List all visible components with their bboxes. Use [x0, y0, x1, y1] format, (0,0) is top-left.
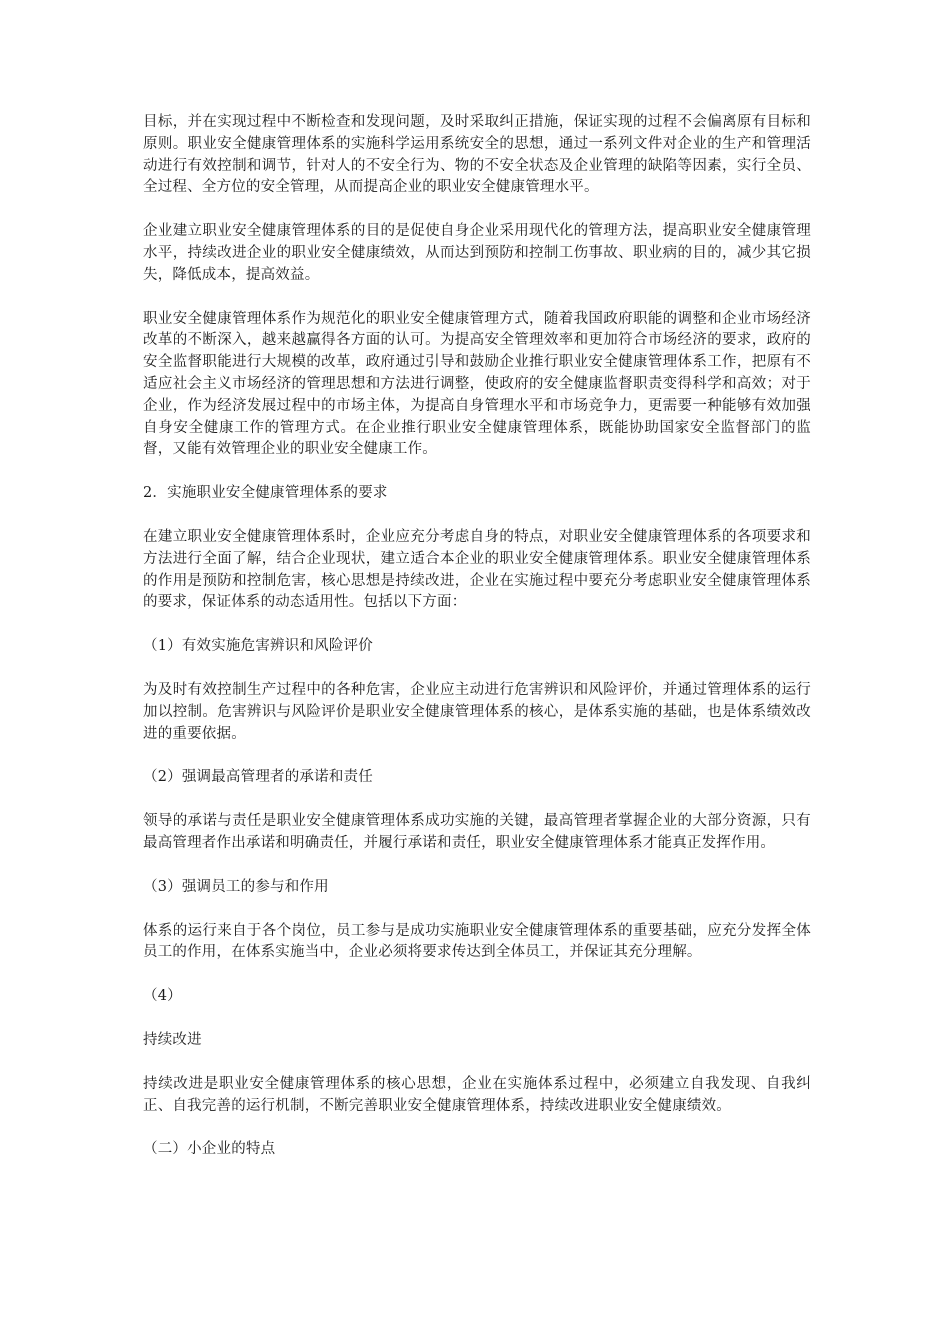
- section-heading-small-enterprise: （二）小企业的特点: [143, 1141, 276, 1158]
- paragraph-1: 目标，并在实现过程中不断检查和发现问题，及时采取纠正措施，保证实现的过程不会偏离原有目标和原则。职业安全健康管理体系的实施科学运用系统安全的思想，通过一系列文件对企业的生产和管理活动进行有效控制和调节，针对人的不安全行为、物的不安全状态及企业管理的缺陷等因素，实行全员、全过程、全方位的安全管理，从而提高企业的职业安全健康管理水平。: [143, 114, 811, 196]
- paragraph-2: 企业建立职业安全健康管理体系的目的是促使自身企业采用现代化的管理方法，提高职业安全健康管理水平，持续改进企业的职业安全健康绩效，从而达到预防和控制工伤事故、职业病的目的，减少其它损失，降低成本，提高效益。: [143, 223, 811, 283]
- paragraph-8: 持续改进是职业安全健康管理体系的核心思想，企业在实施体系过程中，必须建立自我发现、自我纠正、自我完善的运行机制，不断完善职业安全健康管理体系，持续改进职业安全健康绩效。: [143, 1075, 811, 1114]
- paragraph-7: 体系的运行来自于各个岗位，员工参与是成功实施职业安全健康管理体系的重要基础，应充分发挥全体员工的作用，在体系实施当中，企业必须将要求传达到全体员工，并保证其充分理解。: [143, 922, 811, 961]
- paragraph-4: 在建立职业安全健康管理体系时，企业应充分考虑自身的特点，对职业安全健康管理体系的各项要求和方法进行全面了解，结合企业现状，建立适合本企业的职业安全健康管理体系。职业安全健康管理体系的作用是预防和控制危害，核心思想是持续改进，企业在实施过程中要充分考虑职业安全健康管理体系的要求，保证体系的动态适用性。包括以下方面：: [143, 528, 811, 611]
- subheading-2: （2）强调最高管理者的承诺和责任: [143, 769, 373, 786]
- section-heading-2: 2．实施职业安全健康管理体系的要求: [143, 485, 388, 502]
- document-body: [143, 112, 811, 1183]
- paragraph-6: 领导的承诺与责任是职业安全健康管理体系成功实施的关键，最高管理者掌握企业的大部分资源，只有最高管理者作出承诺和明确责任，并履行承诺和责任，职业安全健康管理体系才能真正发挥作用。: [143, 813, 811, 851]
- paragraph-3: 职业安全健康管理体系作为规范化的职业安全健康管理方式，随着我国政府职能的调整和企业市场经济改革的不断深入，越来越赢得各方面的认可。为提高安全管理效率和更加符合市场经济的要求，政府的安全监督职能进行大规模的改革，政府通过引导和鼓励企业推行职业安全健康管理体系工作，把原有不适应社会主义市场经济的管理思想和方法进行调整，使政府的安全健康监督职责变得科学和高效；对于企业，作为经济发展过程中的市场主体，为提高自身管理水平和市场竞争力，更需要一种能够有效加强自身安全健康工作的管理方式。在企业推行职业安全健康管理体系，既能协助国家安全监督部门的监督，又能有效管理企业的职业安全健康工作。: [143, 310, 811, 458]
- paragraph-5: 为及时有效控制生产过程中的各种危害，企业应主动进行危害辨识和风险评价，并通过管理体系的运行加以控制。危害辨识与风险评价是职业安全健康管理体系的核心，是体系实施的基础，也是体系绩效改进的重要依据。: [143, 681, 811, 742]
- subheading-4-title: 持续改进: [143, 1031, 202, 1048]
- subheading-4-number: （4）: [143, 988, 182, 1005]
- subheading-3: （3）强调员工的参与和作用: [143, 878, 329, 895]
- subheading-1: （1）有效实施危害辨识和风险评价: [143, 638, 373, 655]
